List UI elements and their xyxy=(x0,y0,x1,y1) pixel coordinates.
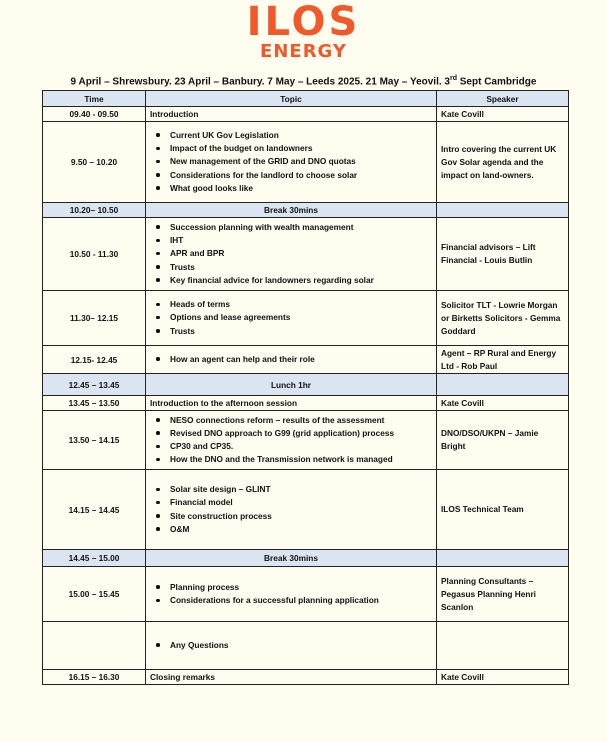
event-dates-superscript: rd xyxy=(449,75,457,82)
topic-list xyxy=(150,639,432,652)
row-time: 10.50 - 11.30 xyxy=(43,218,146,291)
row-time xyxy=(43,622,146,670)
row-time: 14.45 – 15.00 xyxy=(43,550,146,567)
topic-list xyxy=(150,581,432,607)
topic-bullet: Trusts xyxy=(156,261,432,274)
row-topic xyxy=(146,622,437,670)
event-dates-text: 9 April – Shrewsbury. 23 April – Banbury. 7 May – Leeds 2025. 21 May – Yeovil. 3 xyxy=(70,76,450,88)
table-row xyxy=(43,470,569,550)
row-topic xyxy=(146,470,437,550)
table-row xyxy=(43,122,569,203)
header-speaker: Speaker xyxy=(437,91,569,107)
event-dates-suffix: Sept Cambridge xyxy=(456,76,537,88)
topic-bullet: IHT xyxy=(156,234,432,247)
row-time: 11.30– 12.15 xyxy=(43,291,146,346)
row-speaker: ILOS Technical Team xyxy=(437,470,569,550)
topic-list xyxy=(150,353,432,366)
row-topic xyxy=(146,218,437,291)
topic-bullet: Key financial advice for landowners regarding solar xyxy=(156,274,432,287)
topic-bullet: Financial model xyxy=(156,496,432,509)
table-row xyxy=(43,203,569,218)
row-time: 12.15- 12.45 xyxy=(43,346,146,374)
agenda-table xyxy=(42,90,569,685)
topic-bullet: Succession planning with wealth management xyxy=(156,221,432,234)
row-time: 10.20– 10.50 xyxy=(43,203,146,218)
row-speaker xyxy=(437,374,569,396)
topic-bullet: Planning process xyxy=(156,581,432,594)
row-topic: Break 30mins xyxy=(146,550,437,567)
row-speaker: Planning Consultants – Pegasus Planning Henri Scanlon xyxy=(437,567,569,622)
ilos-energy-logo xyxy=(0,2,607,61)
row-speaker: Financial advisors – Lift Financial - Louis Butlin xyxy=(437,218,569,291)
row-topic: Closing remarks xyxy=(146,670,437,685)
row-speaker xyxy=(437,550,569,567)
topic-bullet: Considerations for a successful planning application xyxy=(156,594,432,607)
header-time: Time xyxy=(43,91,146,107)
row-time: 13.45 – 13.50 xyxy=(43,396,146,411)
row-speaker: Agent – RP Rural and Energy Ltd - Rob Paul xyxy=(437,346,569,374)
topic-bullet: Solar site design – GLINT xyxy=(156,483,432,496)
row-time: 9.50 – 10.20 xyxy=(43,122,146,203)
row-speaker xyxy=(437,203,569,218)
table-row xyxy=(43,670,569,685)
row-speaker: Kate Covill xyxy=(437,396,569,411)
row-speaker: Intro covering the current UK Gov Solar agenda and the impact on land-owners. xyxy=(437,122,569,203)
event-dates-line xyxy=(0,75,607,87)
topic-list xyxy=(150,414,432,467)
topic-bullet: O&M xyxy=(156,523,432,536)
table-row xyxy=(43,374,569,396)
row-time: 13.50 – 14.15 xyxy=(43,411,146,470)
row-speaker: Kate Covill xyxy=(437,107,569,122)
row-topic xyxy=(146,346,437,374)
row-topic xyxy=(146,122,437,203)
topic-bullet: Trusts xyxy=(156,325,432,338)
row-topic: Introduction xyxy=(146,107,437,122)
topic-list xyxy=(150,483,432,536)
row-topic: Introduction to the afternoon session xyxy=(146,396,437,411)
topic-bullet: How an agent can help and their role xyxy=(156,353,432,366)
logo-subtitle: ENERGY xyxy=(260,41,347,62)
table-row xyxy=(43,567,569,622)
table-row xyxy=(43,107,569,122)
topic-bullet: CP30 and CP35. xyxy=(156,440,432,453)
topic-bullet: Current UK Gov Legislation xyxy=(156,129,432,142)
row-speaker: DNO/DSO/UKPN – Jamie Bright xyxy=(437,411,569,470)
topic-bullet: Site construction process xyxy=(156,510,432,523)
topic-list xyxy=(150,298,432,338)
row-time: 12.45 – 13.45 xyxy=(43,374,146,396)
topic-list xyxy=(150,221,432,287)
table-row xyxy=(43,550,569,567)
table-row xyxy=(43,218,569,291)
topic-bullet: What good looks like xyxy=(156,182,432,195)
row-topic: Break 30mins xyxy=(146,203,437,218)
topic-bullet: New management of the GRID and DNO quotas xyxy=(156,155,432,168)
topic-bullet: NESO connections reform – results of the assessment xyxy=(156,414,432,427)
table-row xyxy=(43,411,569,470)
topic-bullet: Impact of the budget on landowners xyxy=(156,142,432,155)
table-row xyxy=(43,622,569,670)
topic-bullet: Considerations for the landlord to choose solar xyxy=(156,169,432,182)
row-topic xyxy=(146,291,437,346)
topic-bullet: Revised DNO approach to G99 (grid application) process xyxy=(156,427,432,440)
header-topic: Topic xyxy=(146,91,437,107)
row-topic xyxy=(146,567,437,622)
row-time: 09.40 - 09.50 xyxy=(43,107,146,122)
topic-list xyxy=(150,129,432,195)
row-topic xyxy=(146,411,437,470)
table-row xyxy=(43,396,569,411)
row-time: 15.00 – 15.45 xyxy=(43,567,146,622)
row-speaker xyxy=(437,622,569,670)
row-speaker: Solicitor TLT - Lowrie Morgan or Birketts Solicitors - Gemma Goddard xyxy=(437,291,569,346)
row-time: 16.15 – 16.30 xyxy=(43,670,146,685)
logo-wordmark: ILOS xyxy=(246,0,361,45)
row-speaker: Kate Covill xyxy=(437,670,569,685)
topic-bullet: APR and BPR xyxy=(156,247,432,260)
topic-bullet: Options and lease agreements xyxy=(156,311,432,324)
table-header-row xyxy=(43,91,569,107)
topic-bullet: Heads of terms xyxy=(156,298,432,311)
row-topic: Lunch 1hr xyxy=(146,374,437,396)
topic-bullet: How the DNO and the Transmission network is managed xyxy=(156,453,432,466)
topic-bullet: Any Questions xyxy=(156,639,432,652)
table-row xyxy=(43,291,569,346)
row-time: 14.15 – 14.45 xyxy=(43,470,146,550)
table-row xyxy=(43,346,569,374)
